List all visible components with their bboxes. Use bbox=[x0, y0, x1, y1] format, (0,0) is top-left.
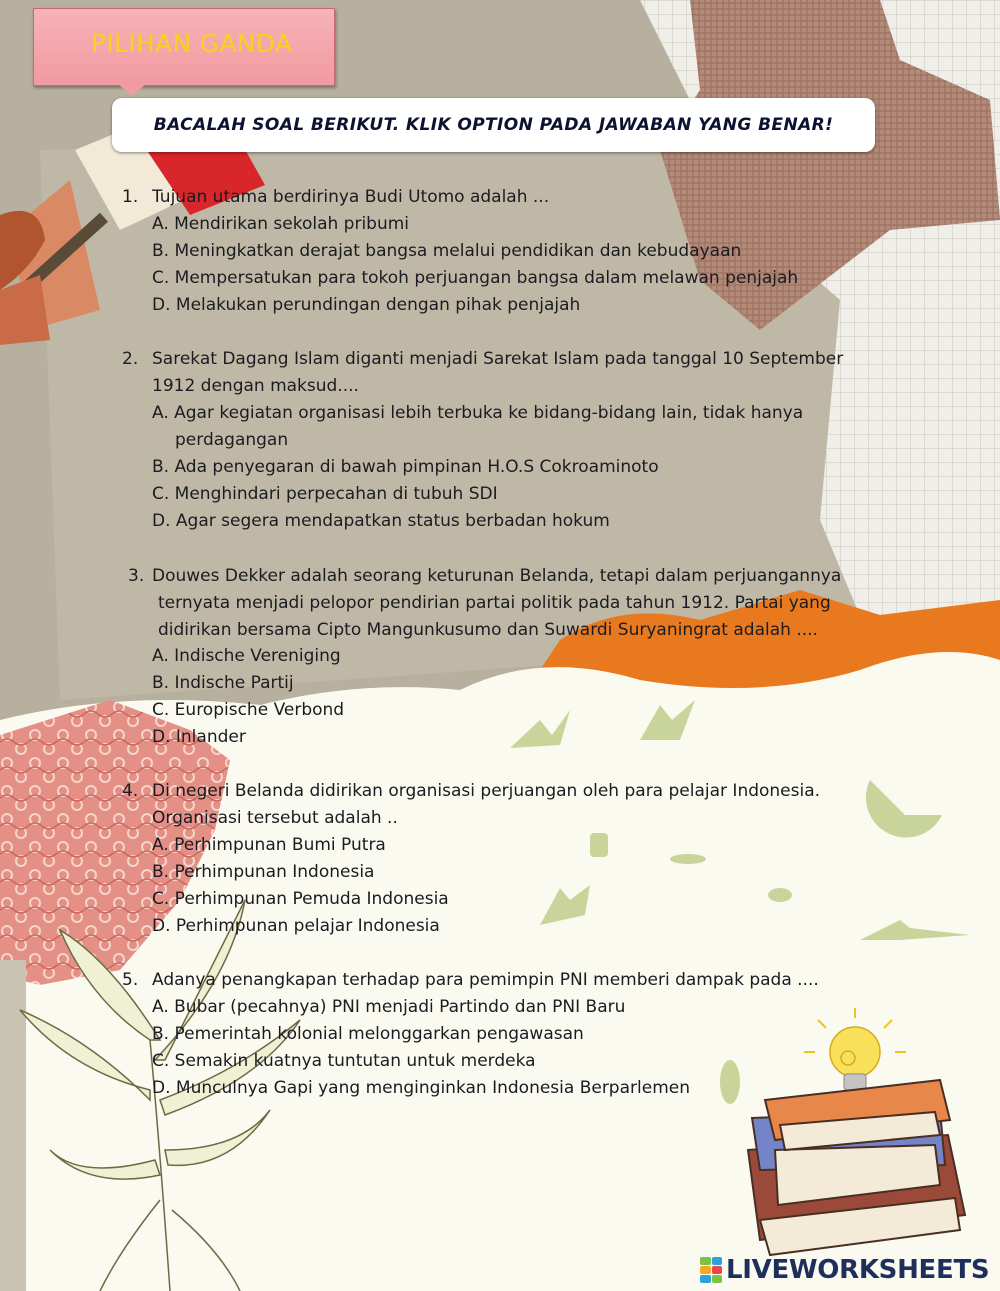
liveworksheets-logo-icon bbox=[700, 1257, 722, 1283]
question-stem: Di negeri Belanda didirikan organisasi perjuangan oleh para pelajar Indonesia. bbox=[152, 781, 821, 801]
question-number: 1. bbox=[122, 187, 139, 207]
answer-option[interactable]: C. Europische Verbond bbox=[152, 700, 345, 720]
answer-option[interactable]: D. Inlander bbox=[152, 727, 246, 747]
question-stem: Organisasi tersebut adalah .. bbox=[152, 808, 398, 828]
question-stem: 1912 dengan maksud.... bbox=[152, 376, 359, 396]
answer-option[interactable]: A. Perhimpunan Bumi Putra bbox=[152, 835, 386, 855]
answer-option[interactable]: D. Agar segera mendapatkan status berbadan hokum bbox=[152, 511, 610, 531]
brand-name: LIVEWORKSHEETS bbox=[726, 1255, 990, 1285]
instruction-text: BACALAH SOAL BERIKUT. KLIK OPTION PADA JAWABAN YANG BENAR! bbox=[153, 115, 834, 135]
answer-option[interactable]: B. Ada penyegaran di bawah pimpinan H.O.S Cokroaminoto bbox=[152, 457, 659, 477]
answer-option[interactable]: C. Menghindari perpecahan di tubuh SDI bbox=[152, 484, 498, 504]
answer-option[interactable]: D. Melakukan perundingan dengan pihak penjajah bbox=[152, 295, 581, 315]
question-stem: ternyata menjadi pelopor pendirian partai politik pada tahun 1912. Partai yang bbox=[158, 593, 831, 613]
answer-option[interactable]: B. Indische Partij bbox=[152, 673, 294, 693]
instruction-banner bbox=[112, 98, 875, 152]
question-stem: Douwes Dekker adalah seorang keturunan Belanda, tetapi dalam perjuangannya bbox=[152, 566, 842, 586]
answer-option[interactable]: A. Mendirikan sekolah pribumi bbox=[152, 214, 410, 234]
answer-option[interactable]: C. Mempersatukan para tokoh perjuangan bangsa dalam melawan penjajah bbox=[152, 268, 799, 288]
answer-option[interactable]: A. Agar kegiatan organisasi lebih terbuka ke bidang-bidang lain, tidak hanya bbox=[152, 403, 804, 423]
answer-option[interactable]: C. Semakin kuatnya tuntutan untuk merdeka bbox=[152, 1051, 536, 1071]
question-number: 5. bbox=[122, 970, 139, 990]
answer-option[interactable]: A. Bubar (pecahnya) PNI menjadi Partindo dan PNI Baru bbox=[152, 997, 626, 1017]
question-stem: Tujuan utama berdirinya Budi Utomo adalah ... bbox=[152, 187, 550, 207]
answer-option[interactable]: B. Perhimpunan Indonesia bbox=[152, 862, 375, 882]
answer-option[interactable]: B. Meningkatkan derajat bangsa melalui pendidikan dan kebudayaan bbox=[152, 241, 742, 261]
section-badge bbox=[33, 8, 335, 86]
question-stem: Sarekat Dagang Islam diganti menjadi Sarekat Islam pada tanggal 10 September bbox=[152, 349, 844, 369]
question-number: 2. bbox=[122, 349, 139, 369]
answer-option[interactable]: C. Perhimpunan Pemuda Indonesia bbox=[152, 889, 449, 909]
question-stem: Adanya penangkapan terhadap para pemimpin PNI memberi dampak pada .... bbox=[152, 970, 819, 990]
answer-option[interactable]: D. Perhimpunan pelajar Indonesia bbox=[152, 916, 440, 936]
badge-pointer bbox=[118, 84, 146, 96]
badge-title: PILIHAN GANDA bbox=[91, 29, 293, 58]
answer-option[interactable]: B. Pemerintah kolonial melonggarkan pengawasan bbox=[152, 1024, 584, 1044]
answer-option[interactable]: A. Indische Vereniging bbox=[152, 646, 341, 666]
answer-option-continued[interactable]: perdagangan bbox=[175, 430, 289, 450]
answer-option[interactable]: D. Munculnya Gapi yang menginginkan Indonesia Berparlemen bbox=[152, 1078, 690, 1098]
question-stem: didirikan bersama Cipto Mangunkusumo dan Suwardi Suryaningrat adalah .... bbox=[158, 620, 818, 640]
question-number: 4. bbox=[122, 781, 139, 801]
question-number: 3. bbox=[128, 566, 145, 586]
liveworksheets-brand[interactable] bbox=[700, 1252, 989, 1288]
books-icon bbox=[748, 1080, 965, 1255]
